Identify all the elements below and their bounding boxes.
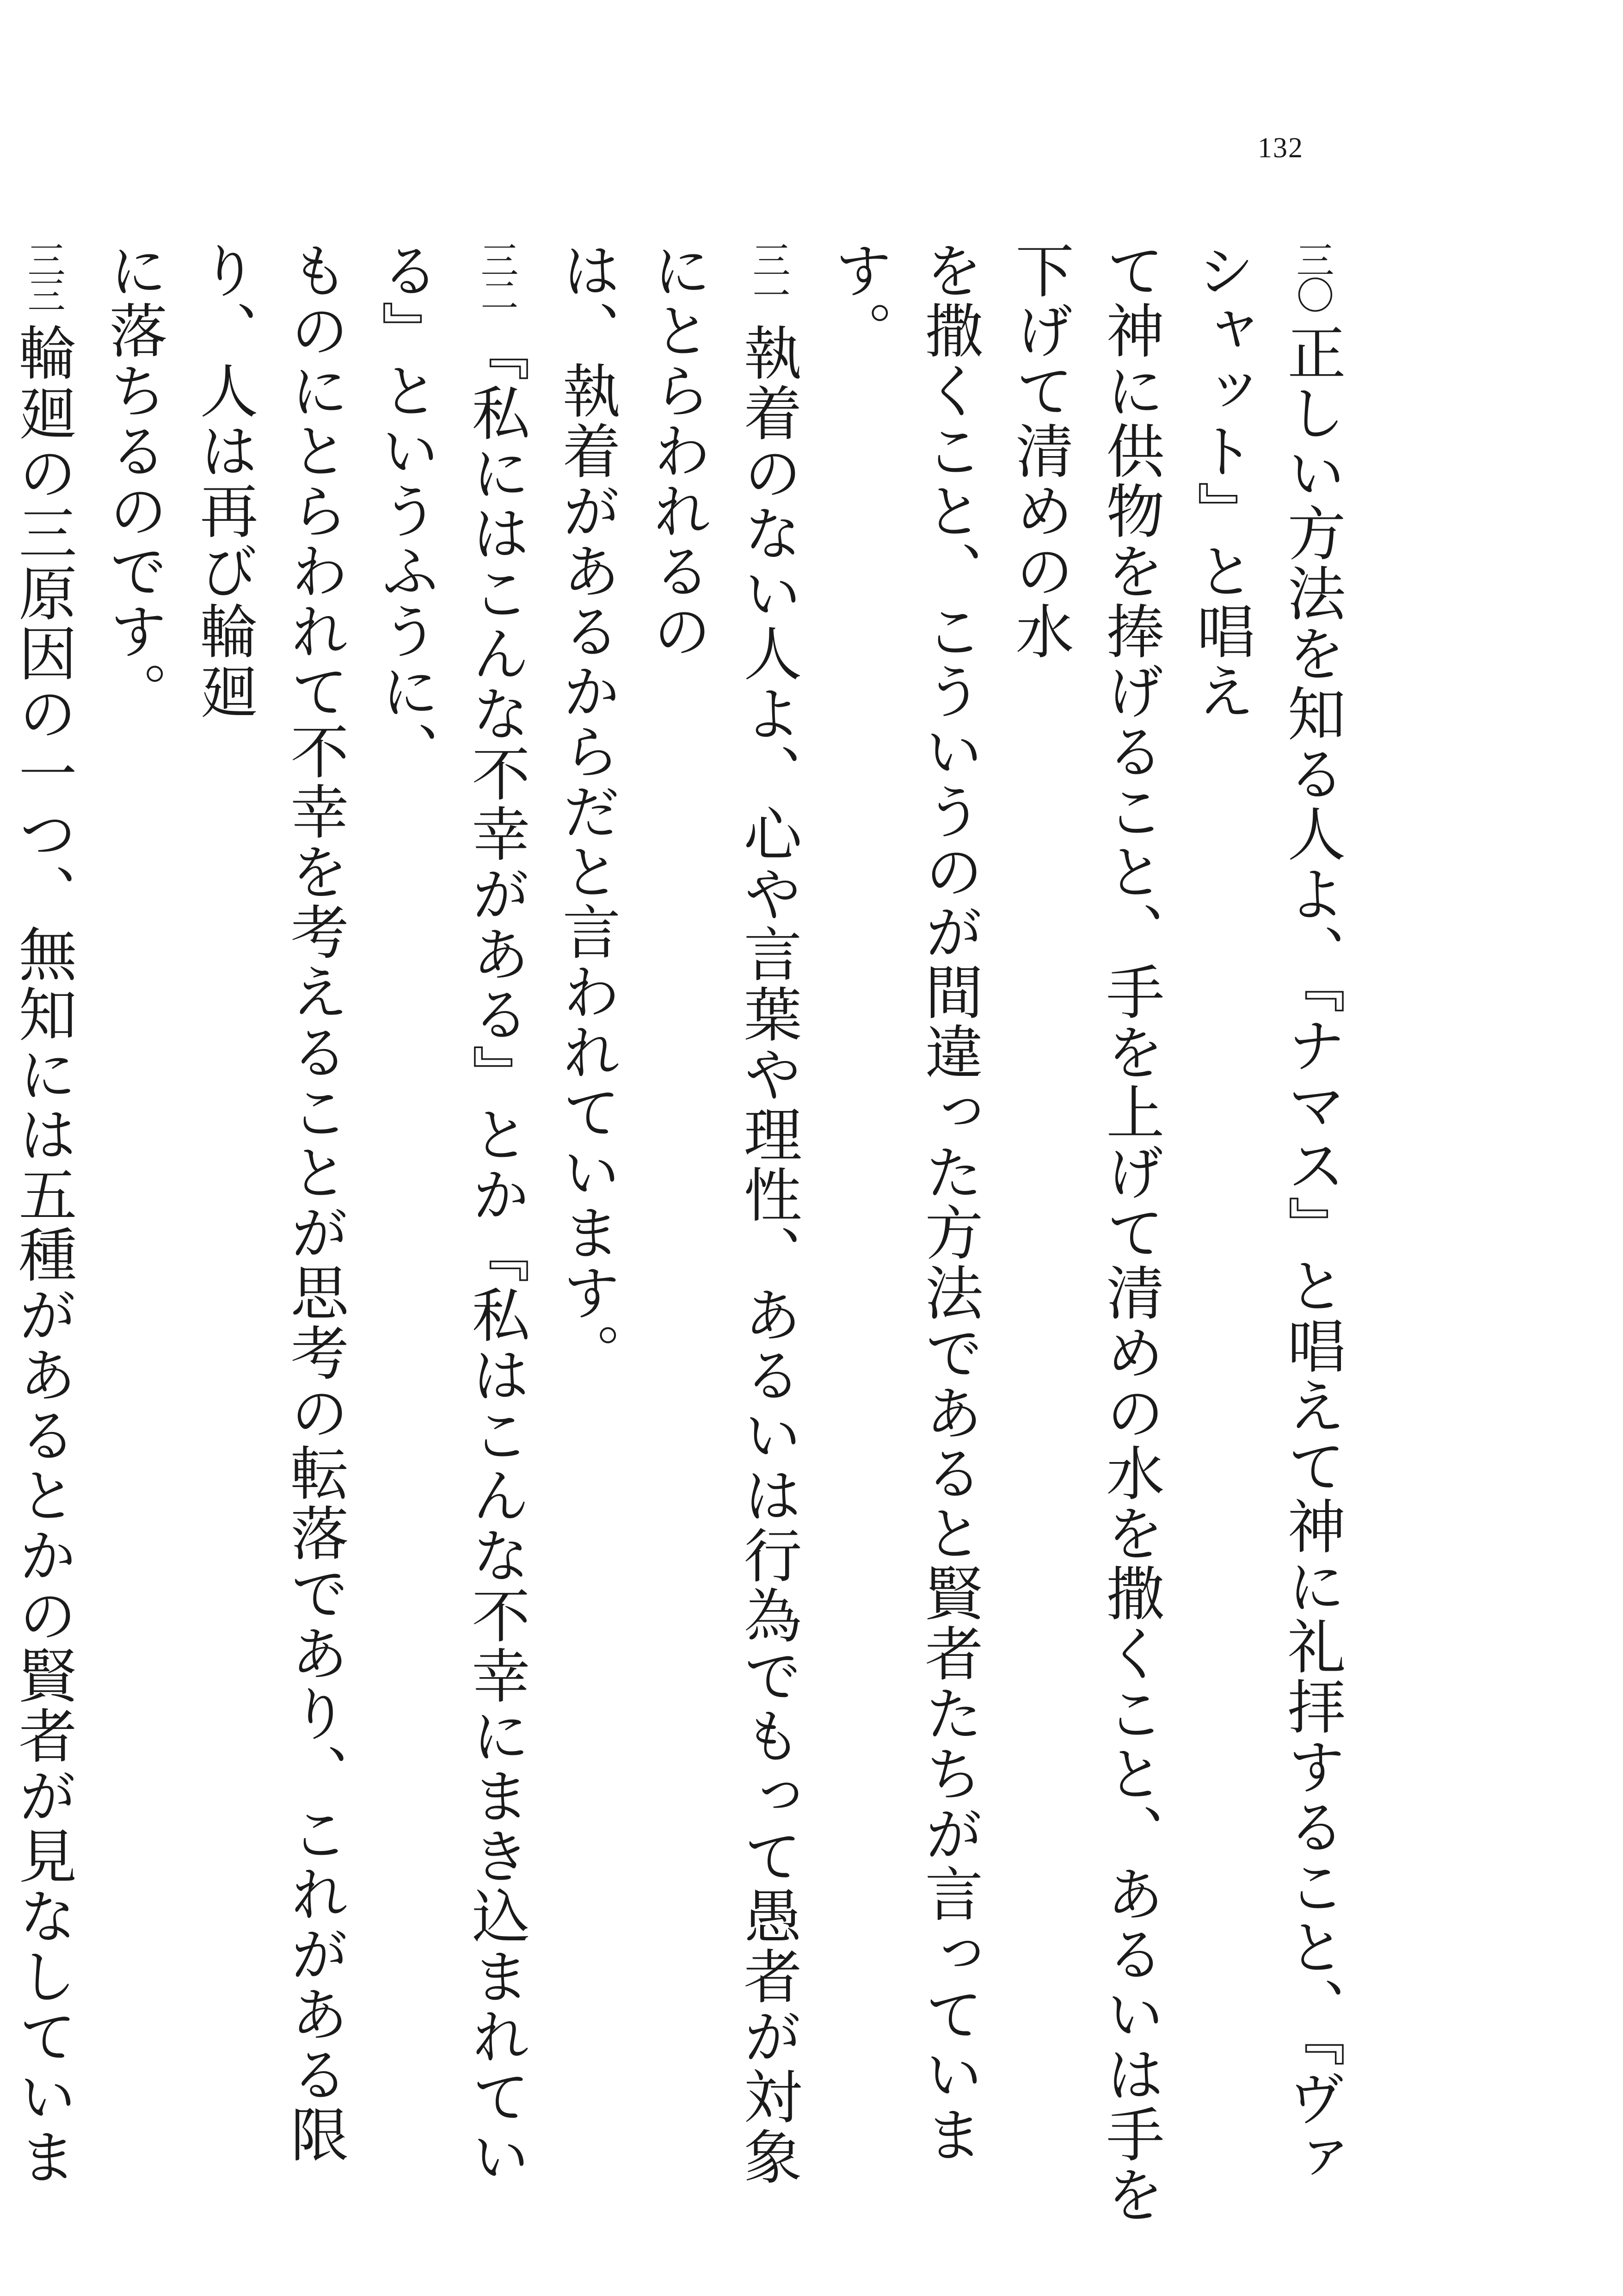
page-number: 132 xyxy=(1258,132,1303,164)
verse-line: を撒くこと、こういうのが間違った方法であると賢者たちが言っています。 xyxy=(825,241,984,2165)
verse-line: 正しい方法を知る人よ、『ナマス』と唱えて神に礼拝すること、『ヴァシャット』と唱え xyxy=(1187,241,1346,2189)
verse-32 xyxy=(88,241,541,2239)
verse-line: 『私にはこんな不幸がある』とか『私はこんな不幸にまき込まれている』というふうに、 xyxy=(372,241,530,2187)
verse-number: 三三 xyxy=(21,241,65,311)
verse-number: 三二 xyxy=(474,241,518,311)
verse-31 xyxy=(541,241,813,2239)
verse-line: ものにとらわれて不幸を考えることが思考の転落であり、これがある限り、人は再び輪廻 xyxy=(191,241,349,2165)
verse-line: て神に供物を捧げること、手を上げて清めの水を撒くこと、あるいは手を下げて清めの水 xyxy=(1006,241,1165,2225)
verse-33 xyxy=(0,241,88,2239)
verse-line: に落ちるのです。 xyxy=(100,241,168,722)
verse-number: 三一 xyxy=(746,241,790,311)
verse-number: 三〇 xyxy=(1290,241,1334,311)
verse-line: は、執着があるからだと言われています。 xyxy=(553,241,621,1383)
verse-line: 執着のない人よ、心や言葉や理性、あるいは行為でもって愚者が対象にとらわれるの xyxy=(644,241,802,2187)
vertical-body-text xyxy=(0,241,1357,2239)
verse-30 xyxy=(813,241,1357,2239)
verse-line: 輪廻の三原因の一つ、無知には五種があるとかの賢者が見なしていま xyxy=(9,323,77,2187)
